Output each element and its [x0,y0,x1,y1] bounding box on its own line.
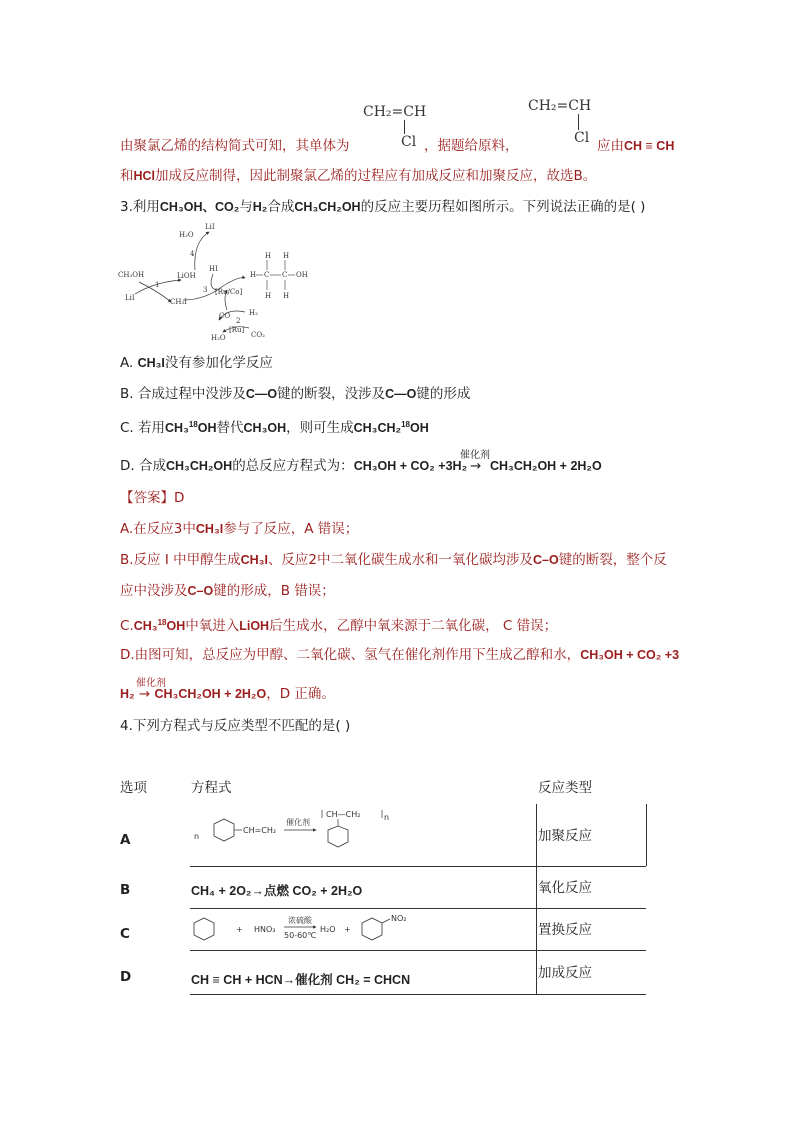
text: B [573,168,583,184]
formula-part: CH₃ [165,421,189,436]
h-4: H [265,292,272,300]
header-equation: 方程式 [191,780,232,796]
option-label: D. [120,458,135,474]
text: B.反应 I 中甲醇生成 [120,552,241,568]
lioh-label: LiOH [177,272,196,280]
arrow: → [138,686,151,702]
row-a-equation-image [192,808,402,856]
benzene-ring-icon [194,918,214,940]
formula: CH₃OH + CO₂ +3H₂ [353,459,468,473]
lii-top: LiI [205,223,215,231]
formula: LiOH [239,619,270,634]
condition-acid: 浓硫酸 [288,916,312,925]
polymer-chain: CH—CH₂ [326,810,361,819]
answer-c [120,613,557,636]
formula: CH₃OH [243,421,287,436]
q4-stem: 4.下列方程式与反应类型不匹配的是( ) [120,718,351,734]
row-b-option: B [120,882,131,898]
q3-option-a [120,353,273,373]
q3-option-b [120,384,470,404]
table-rule [536,804,537,994]
no2-group: NO₂ [391,914,407,923]
row-c-equation-image [192,911,432,947]
co-label: CO [219,312,231,320]
formula: CH₃I [240,553,268,567]
formula: CH₃CH₂OH + 2H₂O [154,687,267,701]
text: 应中没涉及 [120,583,188,599]
row-d-type: 加成反应 [538,965,592,981]
text: 合成过程中没涉及 [137,386,246,402]
monomer-top-1: CH₂=CH [363,104,427,120]
row-d-equation: CH ≡ CH + HCN→催化剂 CH₂ = CHCN [191,973,411,987]
formula: CH₃CH₂OH [165,459,233,473]
option-label: C. [120,420,134,437]
text: 和 [120,168,134,184]
oh-label: OH [296,271,308,279]
catalyst-label: 催化剂 [286,818,310,827]
hi-label: HI [209,265,218,273]
formula: CH₃CH₂OH [294,200,361,214]
header-option: 选项 [120,780,147,796]
table-rule [190,866,646,867]
formula [134,619,186,633]
h2o-bottom: H₂O [211,334,226,342]
row-c-type: 置换反应 [538,922,592,938]
text: D.由图可知，总反应为甲醇、二氧化碳、氢气在催化剂作用下生成乙醇和水， [120,647,581,663]
text: 键的形成，B 错误； [213,583,335,599]
row-b-type: 氧化反应 [538,880,592,896]
pvc-line-2 [120,166,596,186]
option-label: A. [120,355,134,371]
text: 与 [239,199,253,215]
arrow-4 [195,232,209,270]
text: 、反应2中二氧化碳生成水和一氧化碳均涉及 [267,552,534,568]
step-2: 2 [236,317,241,325]
isotope-sup: 18 [401,420,410,429]
text: 的总反应方程式为： [232,458,354,474]
formula: CH₃OH、CO₂ [159,200,240,214]
h-2: H [283,252,290,260]
hno3-label: HNO₃ [254,925,276,934]
text: 合成 [138,458,166,474]
row-c-option: C [120,926,130,942]
q3-stem [120,197,645,217]
bond-line-2 [578,114,579,130]
plus-sign: + [236,925,243,934]
formula [165,421,217,435]
c-1: C [264,271,270,279]
q3-option-d [120,456,467,476]
formula: C–O [533,553,559,567]
text: 键的形成 [416,386,471,402]
ch3i-label: CH₃I [170,298,188,306]
text: 的反应主要历程如图所示。下列说法正确的是( ) [360,199,646,215]
answer-b-2 [120,581,335,601]
text: 参与了反应，A 错误； [223,521,359,537]
h2-label: H₂ [249,309,258,317]
benzene-ring-icon [328,826,348,847]
formula-part: CH₃ [133,619,158,634]
table-rule [646,804,647,866]
text: ，则可生成 [286,420,354,437]
vinyl-group: CH=CH₂ [243,826,277,835]
pvc-line-1b: ，据题给原料， [424,138,519,154]
polymer-n: n [384,813,390,822]
answer-d-2 [120,684,335,704]
text: C. [120,618,134,635]
answer-b [120,550,667,570]
monomer-cl-2: Cl [574,130,590,146]
plus-sign: + [344,925,351,934]
monomer-cl-1: Cl [401,134,417,150]
formula: H₂ [252,200,268,214]
cat-ru-co: [Ru/Co] [215,288,243,296]
pvc-line-1 [120,136,350,156]
formula: CH₃I [195,522,224,536]
q3-option-c [120,415,429,438]
formula: C—O [245,387,278,401]
formula-part: OH [166,619,186,634]
text: 没有参加化学反应 [164,355,273,371]
ch3oh-label: CH₃OH [118,271,145,279]
benzene-ring-icon [214,819,234,841]
q3-d-catalyst: 催化剂 [460,450,490,461]
table-rule [190,950,646,951]
text: 若用 [138,420,166,437]
step-4: 4 [190,250,195,258]
answer-line [120,488,184,508]
formula-part: OH [197,421,217,436]
text: 加成反应制得，因此制聚氯乙烯的过程应有加成反应和加聚反应，故选 [155,168,574,184]
row-b-equation: CH₄ + 2O₂→点燃 CO₂ + 2H₂O [191,884,363,898]
text: 中氧进入 [185,618,240,635]
cat-ru: [Ru] [229,326,245,334]
h2o-top: H₂O [179,231,194,239]
header-type: 反应类型 [538,780,592,796]
reaction-mechanism-diagram [115,220,315,345]
text: 后生成水，乙醇中氧来源于二氧化碳， C 错误； [269,618,558,635]
condition-temp: 50-60℃ [284,931,317,940]
n-coefficient: n [194,832,200,841]
formula-part: OH [409,421,429,436]
text: A.在反应3中 [120,521,196,537]
h-5: H [283,292,290,300]
q3-d-arrow: → [470,458,482,474]
formula: H₂ [120,687,135,701]
text: 合成 [267,199,295,215]
table-rule [190,908,646,909]
answer-label: 【答案】 [120,490,174,506]
text: 应由 [597,138,624,154]
formula [354,421,429,435]
monomer-structure-1 [363,104,426,120]
bond [382,919,390,923]
text: 。 [582,168,597,184]
answer-value: D [174,490,185,506]
text: 由聚氯乙烯的结构简式可知，其单体为 [120,138,350,154]
row-a-type: 加聚反应 [538,828,592,844]
formula: CH ≡ CH [624,139,675,153]
benzene-ring-icon [362,918,382,940]
answer-d-catalyst: 催化剂 [136,678,166,689]
c-2: C [282,271,288,279]
pvc-line-1c [597,136,674,156]
text: ，D 正确。 [266,686,335,702]
text: 替代 [216,420,244,437]
q3-d-right: CH₃CH₂OH + 2H₂O [490,459,602,473]
monomer-top-2: CH₂=CH [528,98,592,114]
formula: C—O [385,387,417,401]
text: 键的断裂，没涉及 [277,386,386,402]
row-d-option: D [120,969,132,985]
text: 键的断裂，整个反 [558,552,667,568]
h-3: H [250,271,257,279]
h-1: H [265,252,272,260]
isotope-sup: 18 [157,618,167,627]
answer-a [120,519,358,539]
formula: C–O [187,584,214,598]
step-1: 1 [155,281,160,289]
monomer-structure-2 [528,98,591,114]
table-rule [190,994,646,995]
step-3: 3 [203,286,208,294]
option-label: B. [120,386,134,402]
formula: CH₃OH + CO₂ +3 [580,648,680,662]
isotope-sup: 18 [188,420,198,429]
h2o-label: H₂O [320,925,336,934]
formula-part: CH₃CH₂ [353,421,402,436]
text: 3.利用 [120,199,160,215]
formula: CH₃I [137,356,165,370]
lii-left: LiI [125,294,135,302]
answer-d [120,645,679,665]
formula: HCl [133,169,156,183]
row-a-option: A [120,832,131,848]
co2-label: CO₂ [251,331,265,339]
bond-line-1 [404,120,405,134]
